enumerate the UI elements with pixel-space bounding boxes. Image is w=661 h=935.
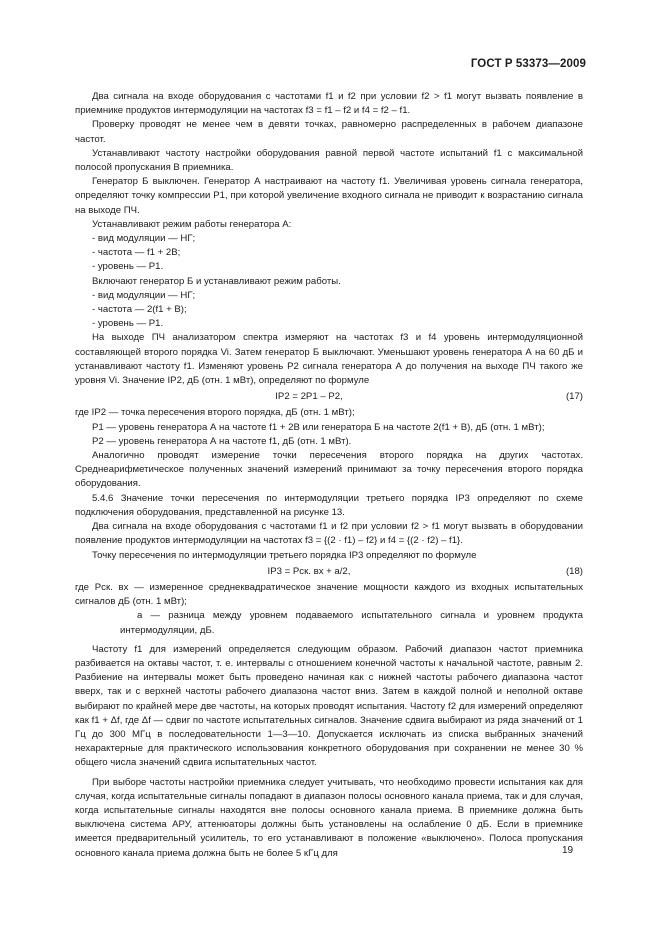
paragraph: Генератор Б выключен. Генератор А настраивают на частоту f1. Увеличивая уровень сигнала генератора, определяют точку компрессии P1, при которой увеличение входного сигнала не приводит к возрастанию сигнала на выходе ПЧ. <box>75 176 583 216</box>
page-number: 19 <box>562 845 574 856</box>
paragraph: Точку пересечения по интермодуляции третьего порядка IP3 определяют по формуле <box>92 549 477 561</box>
paragraph: Устанавливают режим работы генератора А: <box>92 218 292 230</box>
equation-17 <box>75 390 583 404</box>
document-body <box>75 90 583 861</box>
paragraph: Частоту f1 для измерений определяется следующим образом. Рабочий диапазон частот приемника разбивается на октавы частот, т. е. интервалы с отношением конечной частоты к начальной частоте, равным 2. Разбиение на интервалы может быть проведено начиная как с нижней частоты рабочего диапазона частот вверх, так и с верхней частоты рабочего диапазона частот вниз. Затем в каждой полной и неполной октаве выбирают по крайней мере две частоты, на которых проводят испытания. Частоту f2 для измерений определяют как f1 + Δf, где Δf — сдвиг по частоте испытательных сигналов. Значение сдвига выбирают из ряда значений от 1 Гц до 300 МГц в последовательности 1—3—10. Допускается исключать из списка выбранных значений нехарактерные для практического использования конкретного оборудования при сохранении не менее 30 % общего числа значений сдвига испытательных частот. <box>75 643 583 769</box>
section-paragraph: 5.4.6 Значение точки пересечения по интермодуляции третьего порядка IP3 определяют по схеме подключения оборудования, представленной на рисунке 13. <box>75 492 583 518</box>
paragraph: Устанавливают частоту настройки оборудования равной первой частоте испытаний f1 с максимальной полосой пропускания В приемника. <box>75 147 583 174</box>
where-clause: где Pск. вх — измеренное среднеквадратическое значение мощности каждого из входных испытательных сигналов дБ (отн. 1 мВт); <box>75 581 583 608</box>
equation-18 <box>75 565 583 579</box>
equation-number: (18) <box>565 565 583 577</box>
list-item: - вид модуляции — НГ; <box>92 289 196 301</box>
paragraph: На выходе ПЧ анализатором спектра измеряют на частотах f3 и f4 уровень интермодуляционной составляющей второго порядка Vi. Затем генератор Б выключают. Уменьшают уровень генератора А на 60 дБ и устанавливают частоту f1. Изменяют уровень P2 сигнала генератора А до получения на выходе ПЧ такого же уровня Vi. Значение IP2, дБ (отн. 1 мВт), определяют по формуле <box>75 332 583 387</box>
equation-number: (17) <box>565 391 583 403</box>
where-clause: P2 — уровень генератора А на частоте f1, дБ (отн. 1 мВт). <box>92 435 352 447</box>
paragraph: Включают генератор Б и устанавливают режим работы. <box>92 275 341 287</box>
equation-formula: IP2 = 2P1 – P2, <box>275 391 343 403</box>
where-clause: P1 — уровень генератора А на частоте f1 + 2B или генератора Б на частоте 2(f1 + B), дБ (отн. 1 мВт); <box>92 421 545 433</box>
paragraph: Два сигнала на входе оборудования с частотами f1 и f2 при условии f2 > f1 могут вызвать появление в приемнике продуктов интермодуляции на частотах f3 = f1 – f2 и f4 = f2 – f1. <box>75 91 583 117</box>
document-standard-id: ГОСТ Р 53373—2009 <box>470 58 586 70</box>
equation-formula: IP3 = Pск. вх + a/2, <box>267 565 351 577</box>
where-clause: где IP2 — точка пересечения второго порядка, дБ (отн. 1 мВт); <box>75 407 355 419</box>
paragraph: Аналогично проводят измерение точки пересечения второго порядка на других частотах. Среднеарифметическое полученных значений измерений принимают за точку пересечения второго порядка оборудования. <box>75 450 583 490</box>
paragraph: Два сигнала на входе оборудования с частотами f1 и f2 при условии f2 > f1 могут вызвать в оборудовании появление продуктов интермодуляции на частотах f3 = {(2 · f1) – f2} и f4 = {(2 · f2) – f1}. <box>75 521 583 547</box>
where-clause: a — разница между уровнем подаваемого испытательного сигнала и уровнем продукта интермодуляции, дБ. <box>120 610 583 636</box>
list-item: - уровень — P1. <box>92 261 164 273</box>
list-item: - вид модуляции — НГ; <box>92 233 196 245</box>
paragraph: Проверку проводят не менее чем в девяти точках, равномерно распределенных в рабочем диапазоне частот. <box>75 119 583 145</box>
paragraph: При выборе частоты настройки приемника следует учитывать, что необходимо провести испытания как для случая, когда испытательные сигналы попадают в диапазон полосы основного канала приема, так и для случая, когда испытательные сигналы находятся вне полосы основного канала приема. В приемнике должна быть выключена система АРУ, аттенюаторы должны быть установлены на ослабление 0 дБ. Если в приемнике имеется предварительный усилитель, то его устанавливают в положение «выключено». Полоса пропускания основного канала приема должна быть не более 5 кГц для <box>75 776 583 859</box>
list-item: - частота — f1 + 2B; <box>92 247 181 259</box>
list-item: - уровень — P1. <box>92 318 164 330</box>
list-item: - частота — 2(f1 + B); <box>92 304 187 316</box>
